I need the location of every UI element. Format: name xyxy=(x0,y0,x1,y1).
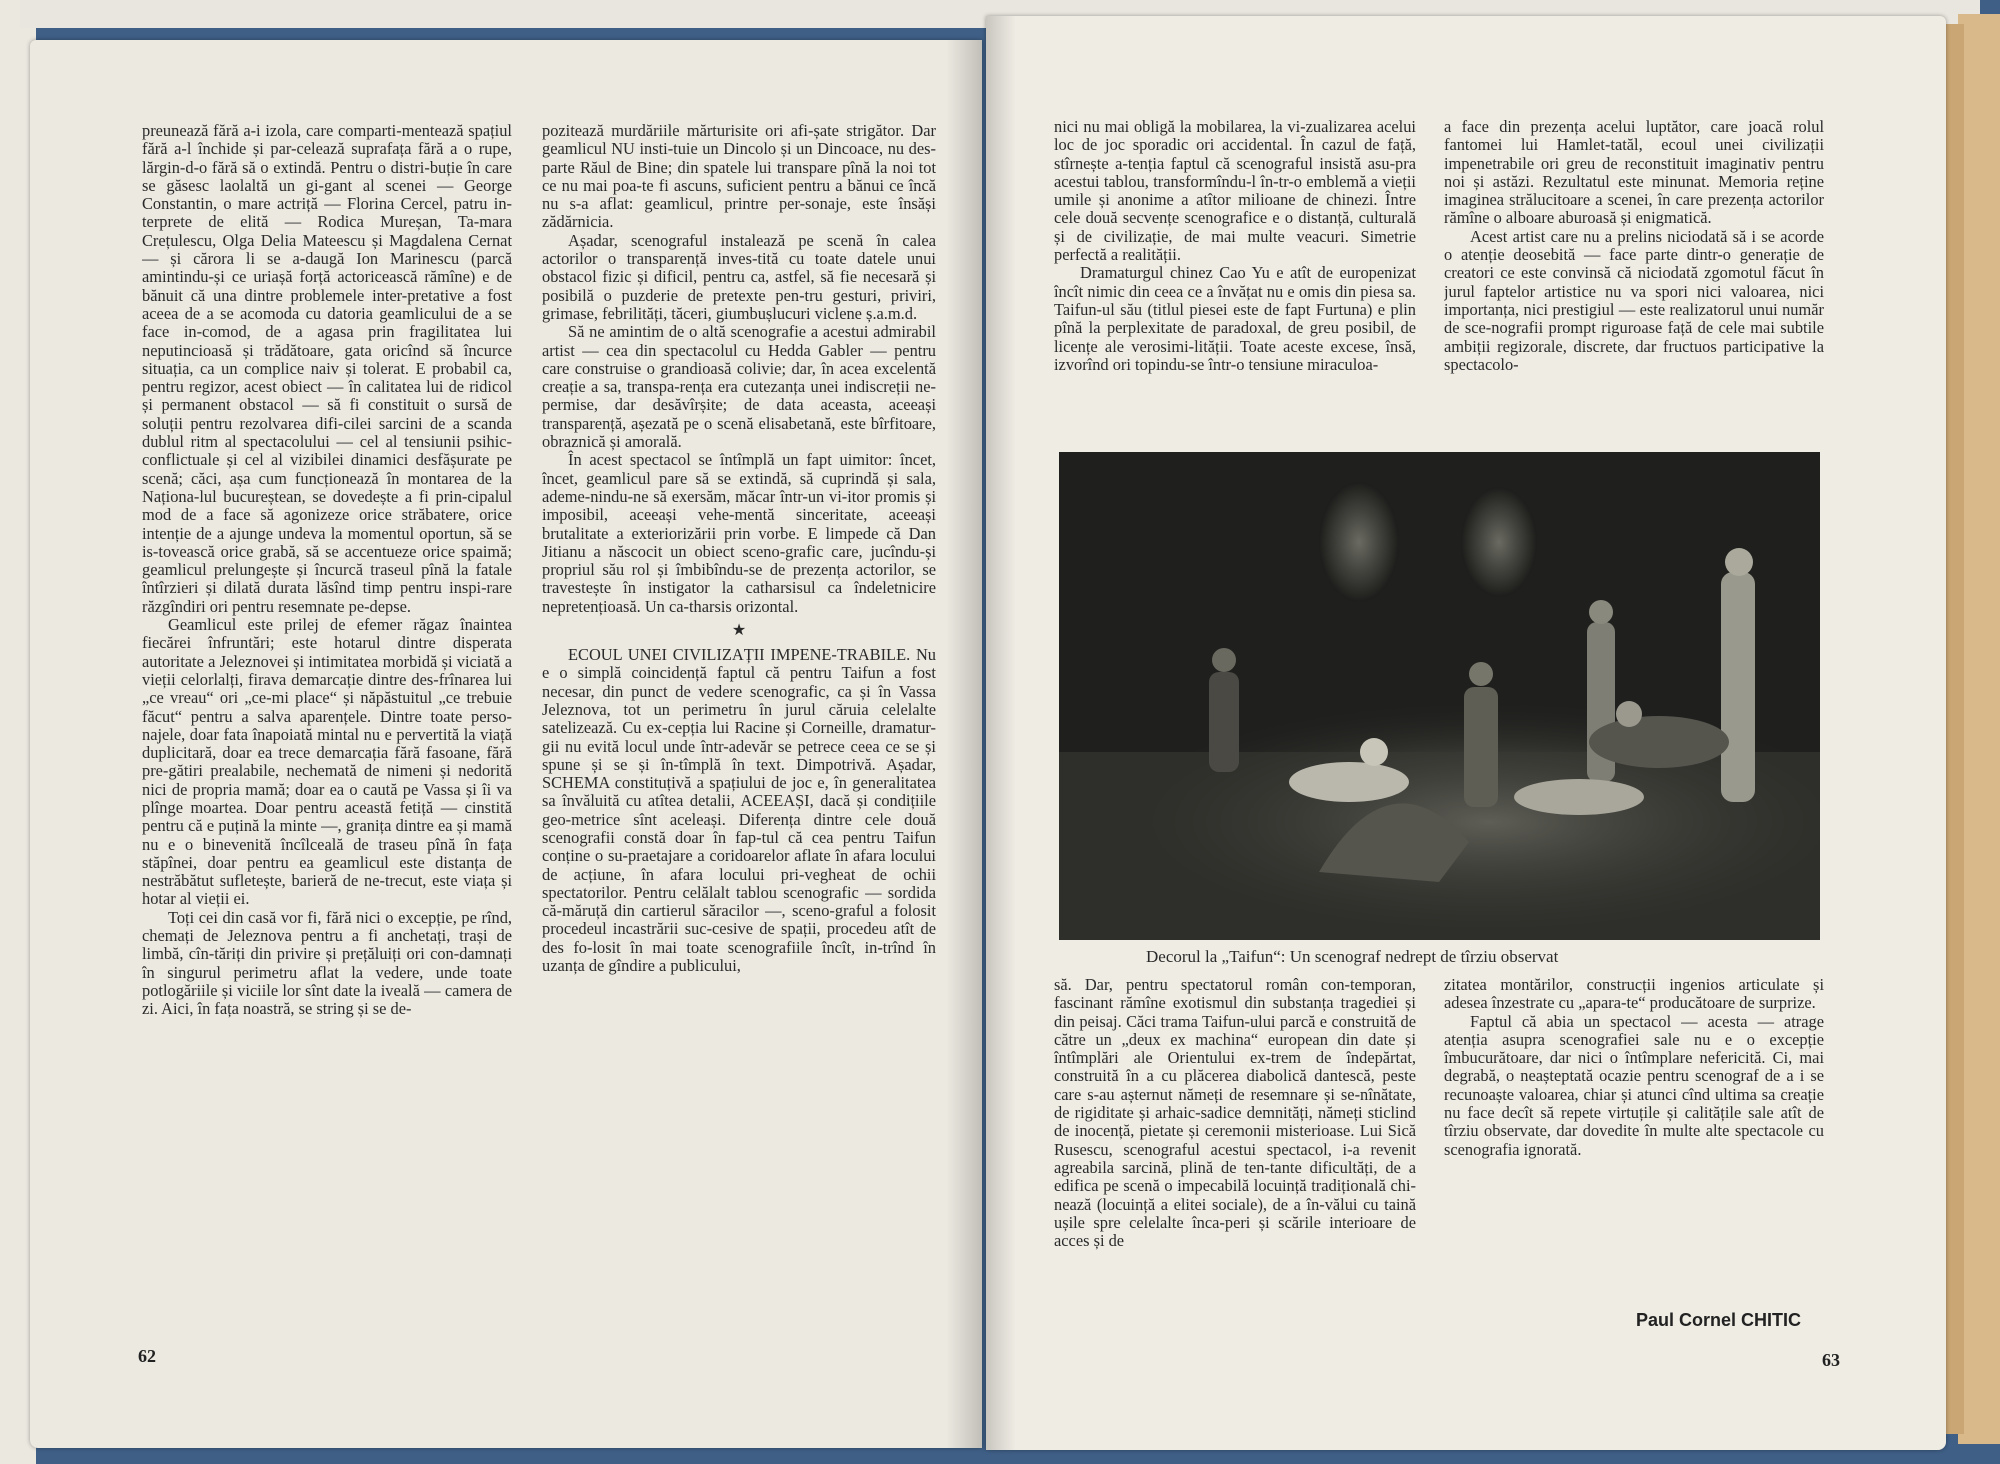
right-column-1-top xyxy=(1054,118,1416,446)
section-separator-star: ★ xyxy=(731,622,747,640)
left-page xyxy=(30,40,982,1448)
paragraph: Faptul că abia un spectacol — acesta — atrage atenția asupra scenografiei sale nu e o excepție îmbucurătoare, dar nici o întîmplare nefericită. Ci, mai degrabă, o neașteptată ocazie pentru scenograf de a i se recunoaște valoarea, chiar și atunci cînd ultima sa creație nu face decît să repete virtuțile și calitățile sale atît de tîrziu observate, dar dovedite în multe alte spectacole cu scenografia ignorată. xyxy=(1444,1011,1824,1159)
gutter-shadow xyxy=(986,16,1016,1450)
right-page xyxy=(986,16,1946,1450)
page-number: 62 xyxy=(138,1346,156,1366)
page-number: 63 xyxy=(1822,1350,1840,1370)
stage-photo xyxy=(1059,452,1820,940)
paragraph: Geamlicul este prilej de efemer răgaz înaintea fiecărei înfruntări; este hotarul dintre disperata autoritate a Jeleznovei și intimitatea morbidă și viciată a vieții celorlalți, firava demarcație dintre des-frînarea lui „ce vreau“ ori „ce-mi place“ și năpăstuitul „ce trebuie făcut“ pentru a salva aparențele. Dintre toate perso-najele, doar fata înapoiată mintal nu e pervertită la viață duplicitară, doar ea trece demarcația fără fasoane, fără pre-gătiri prealabile, nechemată de nimeni și nedorită nici de propria mamă; doar ea o caută pe Vassa și îi va plînge moartea. Doar pentru această fetiță — cinstită pentru că e puțină la minte —, granița dintre ea și mamă nu e o binevenită încîlceală de traseu pînă în fața stăpînei, doar pentru ea geamlicul este distanța de nestrăbătut sufletește, barieră de ne-trecut, este viața și hotar al vieții ei. xyxy=(142,615,512,909)
gutter-shadow xyxy=(946,40,982,1448)
right-column-2-top xyxy=(1444,118,1824,446)
paragraph: zitatea montărilor, construcții ingenios articulate și adesea înzestrate cu „apara-te“ producătoare de surprize. xyxy=(1444,976,1824,1013)
right-column-1-bottom xyxy=(1054,976,1416,1336)
stage-scene-illustration xyxy=(1059,452,1820,940)
paragraph: a face din prezența acelui luptător, care joacă rolul fantomei lui Hamlet-tatăl, ecoul unei civilizații impenetrabile ori greu de reconstituit imaginativ pentru noi și astăzi. Rezultatul este minunat. Memoria reține imaginea strălucitoare a scenei, în care prezența actorilor rămîne o alboare aburoasă și enigmatică. xyxy=(1444,118,1824,228)
book-cover-edge xyxy=(1958,14,2000,1444)
paragraph: Așadar, scenograful instalează pe scenă în calea actorilor o transparență inves-tită cu toate datele unui obstacol fizic și dificil, pentru ca, astfel, să fie necesară și posibilă o puzderie de pretexte pen-tru gesturi, priviri, grimase, febrilități, tăceri, giumbușlucuri viclene ș.a.m.d. xyxy=(542,230,936,323)
paragraph: Acest artist care nu a prelins niciodată să i se acorde o atenție deosebită — face parte dintr-o generație de creatori ce este convinsă că niciodată zgomotul făcut în jurul faptelor artistice nu va spori nici valoarea, nici importanța, nici prestigiul — este realizatorul unui număr de sce-nografii prompt riguroase față de cele mai subtile ambiții regizorale, discrete, dar fructuos participative la spectacolo- xyxy=(1444,226,1824,374)
author-name: Paul Cornel CHITIC xyxy=(1636,1310,1802,1330)
photo-caption: Decorul la „Taifun“: Un scenograf nedrept de tîrziu observat xyxy=(1146,947,1559,966)
left-column-1 xyxy=(142,122,512,1362)
paragraph: Dramaturgul chinez Cao Yu e atît de europenizat încît nimic din ceea ce a învățat nu e omis din piesa sa. Taifun-ul său (titlul piesei este de fapt Furtuna) e plin pînă la perplexitate de paradoxal, de greu posibil, de licențe ale verosimi-lității. Toate aceste excese, însă, izvorînd ori topindu-se într-o tensiune miraculoa- xyxy=(1054,263,1416,374)
paragraph: pozitează murdăriile mărturisite ori afi-șate strigător. Dar geamlicul NU insti-tuie un Dincolo și un Dincoace, nu des-parte Răul de Bine; din spatele lui transpare pînă la noi tot ce nu mai poa-te fi ascuns, suficient pentru a bănui ce încă nu s-a aflat: geamlicul, printre per-sonaje, este însăși zădărnicia. xyxy=(542,122,936,232)
paragraph: preunează fără a-i izola, care comparti-mentează spațiul fără a-l închide și par-celează suprafața fără a o rupe, lărgin-d-o fără să o extindă. Pentru o distri-buție în care se găsesc laolaltă un gi-gant al scenei — George Constantin, o mare actriță — Florina Cercel, patru in-terprete de elită — Rodica Mureșan, Ta-mara Crețulescu, Olga Delia Mateescu și Magdalena Cernat — și cărora li se a-daugă Ion Marinescu (parcă amintindu-și ce uriașă forță actoricească rămîne) e de bănuit că una dintre problemele inter-pretative a fost aceea de a se acomoda cu datoria geamlicului de a se face in-comod, de a agasa prin fragilitatea lui neputincioasă și trădătoare, gata oricînd să încurce situația, ca un complice naiv și tolerat. E probabil ca, pentru regizor, acest obiect — în calitatea lui de ridicol și permanent obstacol — să fi constituit o sursă de soluții pentru rezolvarea difi-cilei sarcini de a scanda dublul ritm al spectacolului — cel al tensiunii psihic-conflictuale și cel al vizibilei dinamici desfășurate pe scenă; căci, așa cum funcționează în montarea de la Naționa-lul bucureștean, se dovedește a fi prin-cipalul mod de a face să agonizeze orice străbatere, orice intenție de a ajunge undeva la momentul oportun, să se is-tovească orice grabă, să se accentueze orice spaimă; geamlicul prelungește și încurcă traseul pînă la fatale întîrzieri și dilată durata lăsînd timp pentru inspi-rare răzgîndiri ori pentru resemnate pe-depse. xyxy=(142,122,512,616)
paragraph: nici nu mai obligă la mobilarea, la vi-zualizarea acelui loc de joc sporadic ori accidental. În cazul de față, stîrnește a-tenția faptul că scenograful insistă asu-pra acestui tablou, transformîndu-l în-tr-o emblemă a vieții umile și anonime a atîtor milioane de chinezi. Între cele două secvențe scenografice e o distanță, culturală și de civilizație, de mai multe veacuri. Simetrie perfectă a realității. xyxy=(1054,118,1416,265)
right-column-2-bottom xyxy=(1444,976,1824,1296)
paragraph: Să ne amintim de o altă scenografie a acestui admirabil artist — cea din spectacolul cu Hedda Gabler — pentru care construise o grandioasă colivie; dar, în acea excelentă creație a sa, transpa-rența era cutezanța unei indiscreții ne-permise, dar desăvîrșite; de data aceasta, aceeași transparență, așezată pe o scenă elisabetană, este bîrfitoare, obraznică și amorală. xyxy=(542,322,936,452)
paragraph: În acest spectacol se întîmplă un fapt uimitor: încet, încet, geamlicul pare să se extindă, să cuprindă și sala, ademe-nindu-ne să exersăm, măcar într-un vi-itor promis și imposibil, aceeași vehe-mentă sinceritate, aceeași brutalitate a exteriorizării prin vorbe. E limpede că Dan Jitianu a născocit un obiect sceno-grafic care, jucîndu-și propriul său rol și îmbibîndu-se de prezența actorilor, se travestește în instigator la catharsisul ca îndeletnicire nepretențioasă. Un ca-tharsis orizontal. xyxy=(542,450,936,616)
paragraph: Toți cei din casă vor fi, fără nici o excepție, pe rînd, chemați de Jeleznova pentru a fi anchetați, trași de limbă, cîn-tăriți din privire și prețăluiți ori con-damnați în singurul perimetru aflat la vedere, unde toate potlogăriile și viciile lor sînt date la iveală — camera de zi. Aici, în fața noastră, se string și se de- xyxy=(142,907,512,1019)
left-column-2 xyxy=(542,122,936,1362)
section-paragraph: ECOUL UNEI CIVILIZAȚII IMPENE-TRABILE. Nu e o simplă coincidență faptul că pentru Taifun a fost necesar, din punct de vedere scenografic, ca și în Vassa Jeleznova, tot un perimetru în jurul căruia celelalte satelizează. Cu ex-cepția lui Racine și Corneille, dramatur-gii nu evită locul unde într-adevăr se petrece ceea ce se și spune și se și în-tîmplă în text. Dimpotrivă. Așadar, SCHEMA constituțivă a spațiului de joc e, în generalitatea sa învăluită cu atîtea detalii, ACEEAȘI, dacă și condițiile geo-metrice sînt aceleași. Diferența dintre cele două scenografii constă doar în fap-tul că cea pentru Taifun conține o su-praetajare a coridoarelor aflate în afara locului de acțiune, în afara locului pri-vegheat de ochii spectatorilor. Pentru celălalt tablou scenografic — sordida că-măruță din cartierul săracilor —, sceno-graful a folosit procedeul incastrării suc-cesive de spații, procedeu atît de des fo-losit în mai toate scenografiile încît, in-trînd în uzanța de gîndire a publicului, xyxy=(542,645,936,976)
paragraph: să. Dar, pentru spectatorul român con-temporan, fascinant rămîne exotismul din substanța tragediei și din peisaj. Căci trama Taifun-ului parcă e construită de către un „deux ex machina“ european din date și întîmplări ale Orientului ex-trem de îndepărtat, construită în a cu plăcerea diabolică dantescă, peste care s-au așternut nămeți de resemnare și se-nînătate, de rigiditate și arhaic-sadice demnități, nămeți sticlind de inocență, pietate și ceremonii misterioase. Lui Sică Rusescu, scenograful acestui spectacol, i-a revenit agreabila sarcină, plină de ten-tante dificultăți, de a edifica pe scenă o impecabilă locuință tradițională chi-nează (locuință a elitei sociale), de a în-vălui cu taină ușile spre celelalte înca-peri și scările interioare de acces și de xyxy=(1054,976,1416,1251)
